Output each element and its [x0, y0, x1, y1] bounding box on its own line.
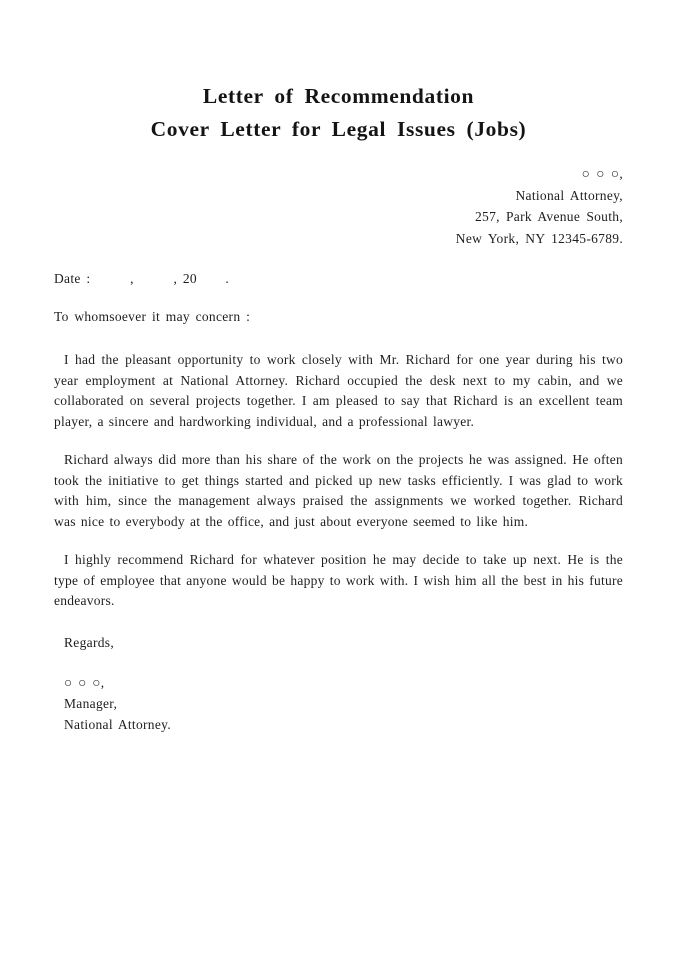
paragraph-3: I highly recommend Richard for whatever position he may decide to take up next. He is the type of employee that anyone would be happy to work with. I wish him all the best in his future endeavors. [54, 552, 623, 608]
signature-role: Manager, [64, 695, 118, 711]
sender-company: National Attorney, [515, 187, 623, 203]
salutation: To whomsoever it may concern : [54, 309, 251, 324]
letter-title [54, 80, 623, 146]
title-line-2: Cover Letter for Legal Issues (Jobs) [150, 117, 527, 141]
sender-address-block [54, 163, 623, 249]
closing-regards: Regards, [64, 634, 115, 650]
signature-name: ○ ○ ○, [64, 674, 105, 690]
sender-city: New York, NY 12345-6789. [455, 230, 623, 246]
title-line-1: Letter of Recommendation [202, 84, 475, 108]
paragraph-2: Richard always did more than his share of the work on the projects he was assigned. He often took the initiative to get things started and picked up new tasks efficiently. I was glad to work with him, since the management always praised the assignments we worked together. Richard was nice to everybody at the office, and just about everyone seemed to like him. [54, 452, 623, 529]
paragraph-1: I had the pleasant opportunity to work closely with Mr. Richard for one year during his two year employment at National Attorney. Richard occupied the desk next to my cabin, and we collaborated on several projects together. I am pleased to say that Richard is an excellent team player, a sincere and hardworking individual, and a professional lawyer. [54, 352, 623, 429]
closing-block [54, 632, 623, 735]
signature-company: National Attorney. [64, 716, 172, 732]
sender-name: ○ ○ ○, [581, 166, 623, 181]
sender-street: 257, Park Avenue South, [474, 209, 623, 224]
date-line: Date : , , 20 . [54, 271, 230, 286]
